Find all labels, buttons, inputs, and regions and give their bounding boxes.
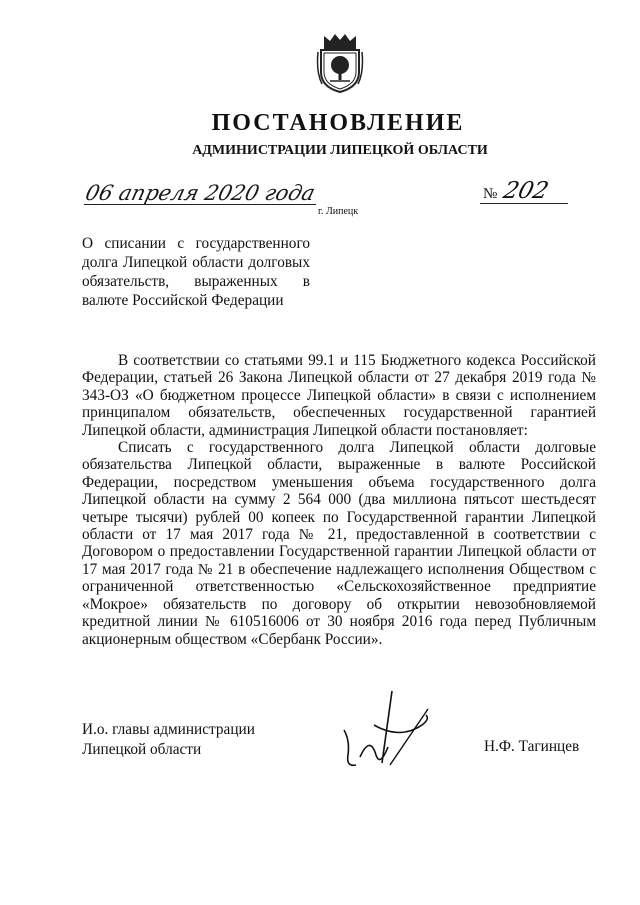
- signer-name: Н.Ф. Тагинцев: [484, 738, 580, 755]
- document-subject: О списании с государственного долга Липецкой области долговых обязательств, выраженных в валюте Российской Федерации: [82, 235, 310, 309]
- date-underline: [84, 204, 316, 205]
- body-paragraph-2: Списать с государственного долга Липецкой области долговые обязательства Липецкой области, выраженные в валюте Российской Федерации, посредством уменьшения объема государственного долга Липецкой области на сумму 2 564 000 (два миллиона пятьсот шестьдесят четыре тысячи) рублей 00 копеек по Государственной гарантии Липецкой области от 17 мая 2017 года № 21, предоставленной в соответствии с Договором о предоставлении Государственной гарантии Липецкой области от 17 мая 2017 года № 21 в обеспечение надлежащего исполнения Обществом с ограниченной ответственностью «Сельскохозяйственное предприятие «Мокрое» обязательств по договору об открытии невозобновляемой кредитной линии № 610516006 от 30 ноября 2016 года перед Публичным акционерным обществом «Сбербанк России».: [82, 439, 596, 648]
- body-paragraph-1: В соответствии со статьями 99.1 и 115 Бюджетного кодекса Российской Федерации, статьей 26 Закона Липецкой области от 27 декабря 2019 года № 343-ОЗ «О бюджетном процессе Липецкой области» в связи с исполнением принципалом обязательств, обеспеченных государственной гарантией Липецкой области, администрация Липецкой области постановляет:: [82, 352, 596, 439]
- number-underline: [480, 203, 568, 204]
- coat-of-arms-icon: [316, 32, 364, 94]
- handwritten-date: 06 апреля 2020 года: [83, 181, 318, 205]
- document-subtitle: АДМИНИСТРАЦИИ ЛИПЕЦКОЙ ОБЛАСТИ: [192, 143, 488, 158]
- signatory-position: [82, 720, 255, 760]
- signatory-position-line-1: И.о. главы администрации: [82, 721, 255, 738]
- signature-icon: [330, 685, 440, 775]
- document-body: [82, 352, 596, 648]
- handwritten-number: 202: [500, 178, 552, 204]
- signatory-position-line-2: Липецкой области: [82, 741, 202, 758]
- city-label: г. Липецк: [318, 206, 359, 217]
- number-sign: №: [483, 186, 498, 202]
- document-title: ПОСТАНОВЛЕНИЕ: [211, 110, 465, 136]
